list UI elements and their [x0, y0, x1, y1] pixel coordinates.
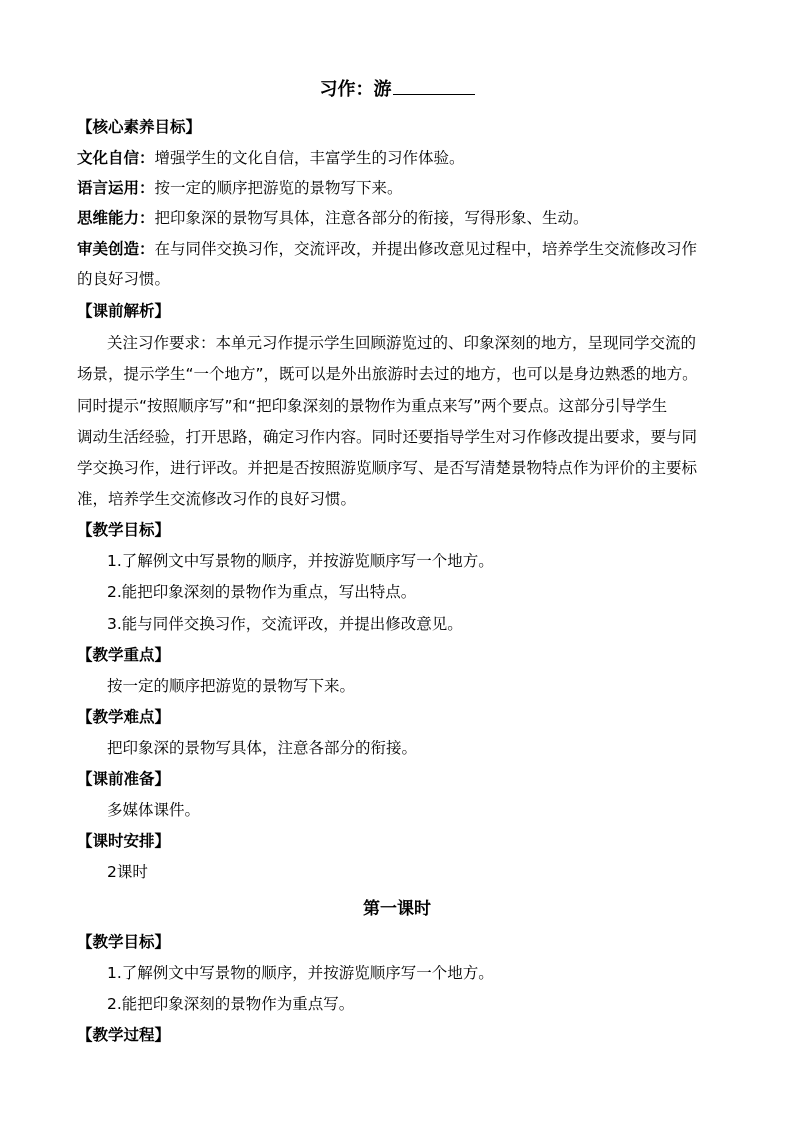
- teaching-goal-item: 3.能与同伴交换习作，交流评改，并提出修改意见。: [107, 615, 463, 633]
- key-points-text: 按一定的顺序把游览的景物写下来。: [107, 677, 356, 695]
- core-goal-item: [77, 239, 737, 259]
- core-goal-label: 语言运用：: [77, 179, 155, 197]
- core-goals-heading: 【核心素养目标】: [77, 118, 202, 136]
- difficulties-heading: 【教学难点】: [77, 708, 171, 726]
- core-goal-label: 文化自信：: [77, 149, 155, 167]
- pre-analysis-line: 关注习作要求：本单元习作提示学生回顾游览过的、印象深刻的地方，呈现同学交流的: [107, 334, 697, 352]
- teaching-goal-item: 1.了解例文中写景物的顺序，并按游览顺序写一个地方。: [107, 552, 494, 570]
- core-goal-text: 增强学生的文化自信，丰富学生的习作体验。: [154, 149, 465, 167]
- lesson-one-goal-item: 2.能把印象深刻的景物作为重点写。: [107, 995, 355, 1013]
- teaching-goal-item: 2.能把印象深刻的景物作为重点，写出特点。: [107, 583, 417, 601]
- pre-analysis-line: 学交换习作，进行评改。并把是否按照游览顺序写、是否写清楚景物特点作为评价的主要标: [77, 459, 698, 477]
- lesson-one-process-heading: 【教学过程】: [77, 1026, 171, 1044]
- pre-analysis-line: 场景，提示学生“一个地方”，既可以是外出旅游时去过的地方，也可以是身边熟悉的地方。: [77, 365, 698, 383]
- pre-analysis-line: 同时提示“按照顺序写”和“把印象深刻的景物作为重点来写”两个要点。这部分引导学生: [77, 397, 668, 415]
- core-goal-item: [77, 178, 737, 198]
- preparation-text: 多媒体课件。: [107, 801, 201, 819]
- key-points-heading: 【教学重点】: [77, 646, 171, 664]
- difficulties-text: 把印象深的景物写具体，注意各部分的衔接。: [107, 739, 418, 757]
- preparation-heading: 【课前准备】: [77, 770, 171, 788]
- teaching-goals-heading: 【教学目标】: [77, 521, 171, 539]
- lesson-one-goal-item: 1.了解例文中写景物的顺序，并按游览顺序写一个地方。: [107, 964, 494, 982]
- core-goal-item: [77, 148, 737, 168]
- pre-analysis-line: 准，培养学生交流修改习作的良好习惯。: [77, 490, 357, 508]
- lesson-one-goals-heading: 【教学目标】: [77, 933, 171, 951]
- core-goal-text: 按一定的顺序把游览的景物写下来。: [154, 179, 403, 197]
- schedule-heading: 【课时安排】: [77, 832, 171, 850]
- title-fill-blank: [393, 78, 475, 95]
- document-title: [0, 78, 794, 101]
- core-goal-item: [77, 208, 737, 228]
- core-goal-text: 把印象深的景物写具体，注意各部分的衔接，写得形象、生动。: [154, 209, 589, 227]
- core-goal-text: 在与同伴交换习作，交流评改，并提出修改意见过程中，培养学生交流修改习作: [154, 240, 698, 258]
- title-text: 习作：游: [319, 79, 392, 100]
- core-goal-continuation: 的良好习惯。: [77, 270, 171, 288]
- pre-analysis-line: 调动生活经验，打开思路，确定习作内容。同时还要指导学生对习作修改提出要求，要与同: [77, 428, 698, 446]
- lesson-one-title: 第一课时: [363, 899, 431, 919]
- core-goal-label: 思维能力：: [77, 209, 155, 227]
- core-goal-label: 审美创造：: [77, 240, 155, 258]
- pre-analysis-heading: 【课前解析】: [77, 302, 171, 320]
- schedule-text: 2课时: [107, 863, 148, 881]
